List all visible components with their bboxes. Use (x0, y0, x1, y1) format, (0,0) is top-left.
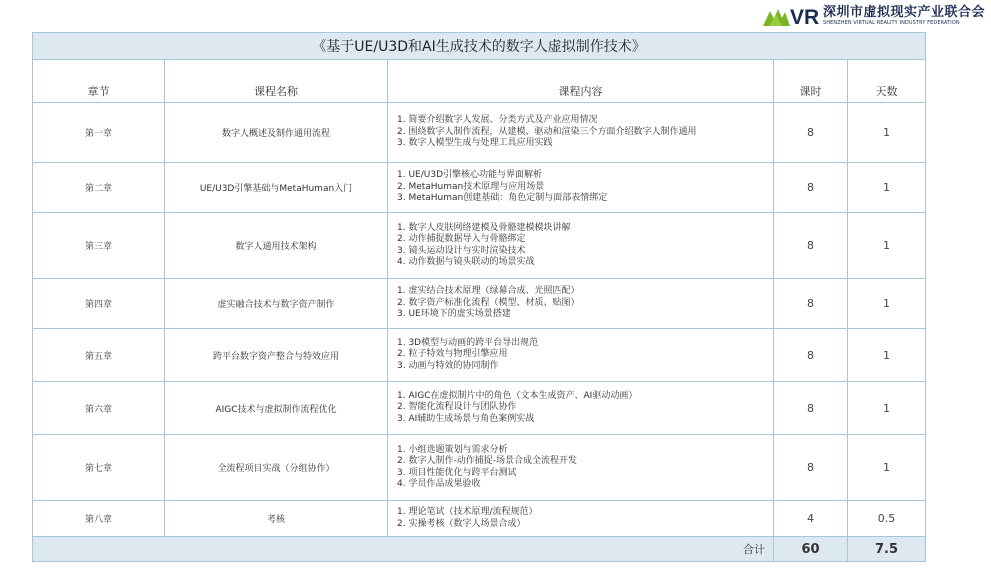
header-content: 课程内容 (388, 60, 774, 103)
chapter-cell: 第八章 (33, 501, 165, 537)
days-cell: 1 (848, 279, 926, 329)
chapter-cell: 第一章 (33, 103, 165, 163)
content-cell (388, 435, 774, 501)
header-days: 天数 (848, 60, 926, 103)
chapter-cell: 第七章 (33, 435, 165, 501)
course-name-cell: 跨平台数字资产整合与特效应用 (165, 329, 388, 382)
hours-cell: 8 (774, 103, 848, 163)
content-cell (388, 213, 774, 279)
course-name-cell: AIGC技术与虚拟制作流程优化 (165, 382, 388, 435)
chapter-cell: 第三章 (33, 213, 165, 279)
hours-cell: 8 (774, 435, 848, 501)
chapter-cell: 第五章 (33, 329, 165, 382)
content-cell (388, 163, 774, 213)
content-line: 1. 虚实结合技术原理（绿幕合成、光照匹配） (397, 286, 580, 297)
content-line: 2. 数字人制作-动作捕捉-场景合成全流程开发 (397, 456, 577, 466)
logo-subtitle: SHENZHEN VIRTUAL REALITY INDUSTRY FEDERATION (822, 20, 960, 26)
hours-cell: 8 (774, 382, 848, 435)
content-line: 2. 粒子特效与物理引擎应用 (397, 349, 508, 360)
course-table (32, 32, 926, 562)
course-name-cell: 数字人通用技术架构 (165, 213, 388, 279)
content-cell (388, 279, 774, 329)
content-line: 2. 围绕数字人制作流程，从建模、驱动和渲染三个方面介绍数字人制作通用 (397, 126, 697, 137)
content-line: 1. 理论笔试（技术原理/流程规范） (397, 507, 538, 517)
total-row (33, 537, 926, 562)
content-line: 4. 动作数据与镜头联动的场景实战 (397, 257, 535, 267)
content-cell (388, 329, 774, 382)
logo-text (823, 6, 985, 26)
total-label: 合计 (33, 537, 774, 562)
days-cell: 1 (848, 382, 926, 435)
content-cell (388, 382, 774, 435)
hours-cell: 8 (774, 279, 848, 329)
course-name-cell: 数字人概述及制作通用流程 (165, 103, 388, 163)
header-hours: 课时 (774, 60, 848, 103)
content-line: 1. AIGC在虚拟制片中的角色（文本生成资产、AI驱动动画） (397, 390, 638, 401)
content-line: 2. MetaHuman技术原理与应用场景 (397, 181, 545, 192)
table-row (33, 501, 926, 537)
table-row (33, 435, 926, 501)
header-chapter: 章节 (33, 60, 165, 103)
table-row (33, 382, 926, 435)
content-line: 4. 学员作品成果验收 (397, 479, 481, 489)
course-name-cell: 虚实融合技术与数字资产制作 (165, 279, 388, 329)
table-row (33, 163, 926, 213)
header-course-name: 课程名称 (165, 60, 388, 103)
hours-cell: 8 (774, 329, 848, 382)
course-name-cell: 考核 (165, 501, 388, 537)
total-hours: 60 (774, 537, 848, 562)
table-row (33, 103, 926, 163)
days-cell: 1 (848, 103, 926, 163)
table-row (33, 329, 926, 382)
vr-logo-icon (763, 5, 819, 27)
table-row (33, 213, 926, 279)
content-line: 2. 数字资产标准化流程（模型、材质、贴图） (397, 297, 580, 308)
days-cell: 1 (848, 163, 926, 213)
content-cell (388, 103, 774, 163)
content-line: 3. 数字人模型生成与处理工具应用实践 (397, 138, 553, 149)
days-cell: 0.5 (848, 501, 926, 537)
content-line: 1. 数字人皮肤网络建模及骨骼建模模块讲解 (397, 222, 571, 233)
days-cell: 1 (848, 435, 926, 501)
chapter-cell: 第四章 (33, 279, 165, 329)
total-days: 7.5 (848, 537, 926, 562)
content-cell (388, 501, 774, 537)
content-line: 3. 项目性能优化与跨平台测试 (397, 467, 517, 478)
content-line: 1. UE/U3D引擎核心功能与界面解析 (397, 170, 542, 181)
days-cell: 1 (848, 213, 926, 279)
content-line: 1. 3D模型与动画的跨平台导出规范 (397, 337, 539, 348)
course-name-cell: UE/U3D引擎基础与MetaHuman入门 (165, 163, 388, 213)
days-cell: 1 (848, 329, 926, 382)
chapter-cell: 第二章 (33, 163, 165, 213)
logo-name: 深圳市虚拟现实产业联合会 (822, 5, 985, 20)
hours-cell: 8 (774, 213, 848, 279)
content-line: 1. 简要介绍数字人发展、分类方式及产业应用情况 (397, 115, 598, 126)
federation-logo (763, 4, 985, 28)
table-row (33, 279, 926, 329)
content-line: 2. 实操考核（数字人场景合成） (397, 518, 526, 529)
content-line: 3. MetaHuman创建基础：角色定制与面部表情绑定 (397, 193, 608, 204)
content-line: 3. AI辅助生成场景与角色案例实战 (397, 413, 535, 424)
content-line: 3. UE环境下的虚实场景搭建 (397, 309, 511, 320)
hours-cell: 8 (774, 163, 848, 213)
content-line: 3. 镜头运动设计与实时渲染技术 (397, 245, 526, 256)
content-line: 2. 动作捕捉数据导入与骨骼绑定 (397, 234, 526, 244)
content-line: 2. 智能化流程设计与团队协作 (397, 402, 517, 413)
table-header-row (33, 60, 926, 103)
table-title-row (33, 33, 926, 60)
hours-cell: 4 (774, 501, 848, 537)
content-line: 1. 小组选题策划与需求分析 (397, 444, 508, 455)
chapter-cell: 第六章 (33, 382, 165, 435)
table-title: 《基于UE/U3D和AI生成技术的数字人虚拟制作技术》 (33, 33, 926, 60)
course-name-cell: 全流程项目实战（分组协作） (165, 435, 388, 501)
content-line: 3. 动画与特效的协同制作 (397, 360, 499, 371)
logo-mark-text: VR (789, 6, 819, 27)
